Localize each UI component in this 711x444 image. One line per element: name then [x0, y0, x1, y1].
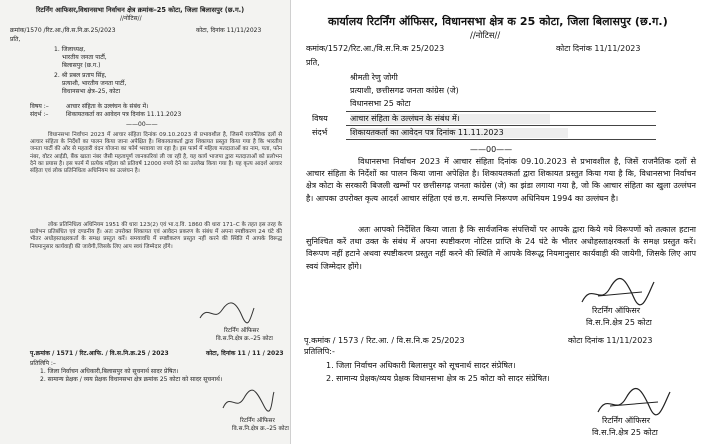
right-recipient-name: श्रीमती रेणु जोगी [350, 73, 398, 82]
left-separator: ——00—— [126, 121, 158, 128]
left-recipient-line: 2. श्री प्रबल प्रताप सिंह, [54, 72, 107, 79]
right-ref-number: कमांक/1572/रिट.आ./वि.स.नि.क 25/2023 [306, 44, 445, 53]
left-sign2-title: रिटर्निंग ऑफिसर [240, 418, 275, 424]
right-sign-place: वि.स.नि.क्षेत्र 25 कोटा [586, 318, 652, 327]
left-sign2-place: वि.स.नि.क्षेत्र क्र.–25 कोटा [232, 426, 289, 432]
left-notice-heading: //नोटिस// [120, 15, 142, 22]
right-sign-title: रिटर्निंग ऑफिसर [592, 306, 641, 315]
left-copy-line: 2. सामान्य प्रेक्षक / व्यय प्रेक्षक विधानसभा क्षेत्र क्रमांक 25 कोटा को सादर सूचनार्थ। [40, 376, 223, 383]
right-sandarbh: शिकायतकर्ता का आवेदन पत्र दिनांक 11.11.2023 [350, 128, 568, 138]
left-vishay: आचार संहिता के उल्लंघन के संबंध में। [66, 103, 149, 110]
right-date: कोटा दिनांक 11/11/2023 [556, 44, 641, 53]
left-copy-line: 1. जिला निर्वाचन अधिकारी,बिलासपुर को सूचनार्थ सादर प्रेषित। [40, 368, 179, 375]
right-prati: प्रति, [306, 58, 320, 67]
right-vishay: आचार संहिता के उल्लंघन के संबंध में। [350, 114, 550, 124]
left-recipient-line: 1. जिलाध्यक्ष, [54, 46, 86, 53]
left-sign-place: वि.स.नि.क्षेत्र क्र.–25 कोटा [216, 336, 273, 342]
left-recipient-line: बिलासपुर (छ.ग.) [62, 62, 101, 69]
right-sandarbh-label: संदर्भ [312, 128, 328, 137]
right-date2: कोटा दिनांक 11/11/2023 [568, 336, 653, 345]
right-sign2-title: रिटर्निंग ऑफिसर [602, 416, 651, 425]
left-ref-number: क्रमांक/1570 /रिट.आ./वि.स.नि.क्र.25/2023 [10, 27, 116, 34]
left-paragraph-1: विधानसभा निर्वाचन 2023 में आचार संहिता दिनांक 09.10.2023 से प्रभावशील है, जिसमें राजनैतिक दलों से आचार संहिता के निर्देशों का पालन किया जाना अपेक्षित है। शिकायतकर्ता द्वारा शिकायत प्रस्तुत किया गया है कि भारतीय जनता पार्टी की ओर से महतारी वंदन योजना का फॉर्म भरवाया जा रहा है। इस फार्म में महिला मतदाताओं का नाम, पता, फोन नंबर, वोटर आईडी, बैंक खाता नंबर जैसी महत्वपूर्ण जानकारियां ली जा रही है, यह कार्य भाजपा द्वारा मतदाताओं को प्रलोभन देने का प्रयास है। इस फार्म में प्रत्येक महिला को प्रतिवर्ष 12000 रुपये देने का उल्लेख किया गया है। यह कृत्य आदर्श आचार संहिता एवं लोक प्रतिनिधित्व अधिनियम का उल्लंघन है। [30, 132, 282, 175]
right-pratilipi: प्रतिलिपि:- [304, 347, 335, 356]
right-sign2-place: वि.स.नि.क्षेत्र 25 कोटा [592, 428, 658, 437]
right-signature-1 [578, 276, 658, 308]
left-pratilipi: प्रतिलिपि :– [30, 360, 56, 367]
right-copy-line: 1. जिला निर्वाचन अधिकारी बिलासपुर को सूचनार्थ सादर संप्रेषित। [326, 361, 516, 370]
left-sandarbh-label: संदर्भ :– [30, 111, 49, 118]
left-vishay-label: विषय :– [30, 103, 49, 110]
left-recipient-line: विधानसभा क्षेत्र–25, कोटा [62, 88, 121, 95]
right-signature-2 [592, 384, 672, 418]
right-paragraph-2: अतः आपको निर्देशित किया जाता है कि सार्वजनिक संपत्तियों पर आपके द्वारा किये गये विरूपणों को तत्काल हटाना सुनिश्चित करें तथा उक्त के संबंध में अपना स्पष्टीकरण नोटिस प्राप्ति के 24 घंटे के भीतर अधोहस्ताक्षरकर्ता के समक्ष प्रस्तुत करें। विरूपण नहीं हटाने अथवा स्पष्टीकरण प्रस्तुत नहीं करने की स्थिति में आपके विरूद्ध नियमानुसार कार्यवाही की जायेगी, जिसके लिए आप स्वयं जिम्मेदार होंगे। [306, 225, 696, 271]
right-title: कार्यालय रिटर्निंग ऑफिसर, विधानसभा क्षेत्र क 25 कोटा, जिला बिलासपुर (छ.ग.) [328, 15, 668, 28]
left-sandarbh: शिकायतकर्ता का आवेदन पत्र दिनांक 11.11.2023 [66, 111, 182, 118]
right-recipient-line: विधानसभा 25 कोटा [350, 99, 411, 108]
left-recipient-line: भारतीय जनता पार्टी, [62, 54, 107, 61]
divider [346, 125, 656, 126]
left-title: रिटर्निंग आफिसर,विधानसभा निर्वाचन क्षेत्र क्रमांक–25 कोटा, जिला बिलासपुर (छ.ग.) [36, 6, 245, 14]
left-date: कोटा, दिनांक 11/11/2023 [196, 27, 262, 34]
divider [346, 111, 656, 112]
left-ref2: पृ.क्रमांक / 1571 / रिट.आफि. / वि.स.नि.क्र.25 / 2023 [30, 350, 169, 357]
left-recipient-line: प्रत्याशी, भारतीय जनता पार्टी, [62, 80, 127, 87]
left-prati: प्रति, [10, 36, 21, 43]
right-notice-heading: //नोटिस// [470, 30, 501, 40]
right-vishay-label: विषय [312, 114, 328, 123]
divider [346, 139, 656, 140]
right-notice-page [292, 0, 711, 444]
right-paragraph-1: विधानसभा निर्वाचन 2023 में आचार संहिता दिनांक 09.10.2023 से प्रभावशील है, जिसें राजनैतिक दलों से आचार संहिता के निर्देशों का पालन किया जाना अपेक्षित है। शिकायतकर्ता द्वारा शिकायत प्रस्तुत किया गया है कि, विधानसभा निर्वाचन क्षेत्र कोटा के सरकारी बिजली खम्भों पर छत्तीसगढ़ जनता कांग्रेस (जे) का झंडा लगाया गया है, जो कि आचार संहिता का खुला उल्लंघन है। आपका उपरोक्त कृत्य आदर्श आचार संहिता एवं छ.ग. सम्पत्ति निरूपण अधिनियम 1994 का उल्लंघन है। [306, 157, 696, 203]
left-signature-1 [196, 300, 256, 326]
right-separator: ——00—— [470, 145, 513, 154]
right-ref2: पृ.कमांक / 1573 / रिट.आ. / वि.स.नि.क 25/2023 [304, 336, 465, 345]
left-signature-2 [220, 386, 276, 416]
left-paragraph-2: लोक प्रतिनिधित्व अधिनियम 1951 की धारा 123(2) एवं भा.द.वि. 1860 की धारा 171–C के तहत इस तरह के प्रलोभन प्रतिबंधित एवं दण्डनीय हैं। अतः उपरोक्त शिकायत एवं आवेदन प्रकरण के संबंध में अपना स्पष्टीकरण 24 घंटे की भीतर अधोहस्ताक्षरकर्ता के समक्ष प्रस्तुत करें। समयावधि में स्पष्टीकरण प्रस्तुत नहीं करने की स्थिति में आपके विरूद्ध नियमानुसार कार्यवाही की जावेगी,जिसके लिए आप स्वयं जिम्मेदार होंगे। [30, 222, 282, 250]
left-sign-title: रिटर्निंग ऑफिसर [224, 328, 259, 334]
left-date2: कोटा, दिनांक 11 / 11 / 2023 [206, 350, 284, 357]
left-notice-page [0, 0, 291, 444]
right-recipient-line: प्रत्याशी, छत्तीसगढ जनता कांग्रेस (जे) [350, 86, 459, 95]
right-copy-line: 2. सामान्य प्रेक्षक/व्यय प्रेक्षक विधानसभा क्षेत्र क 25 कोटा को सादर संप्रेषित। [326, 374, 550, 383]
